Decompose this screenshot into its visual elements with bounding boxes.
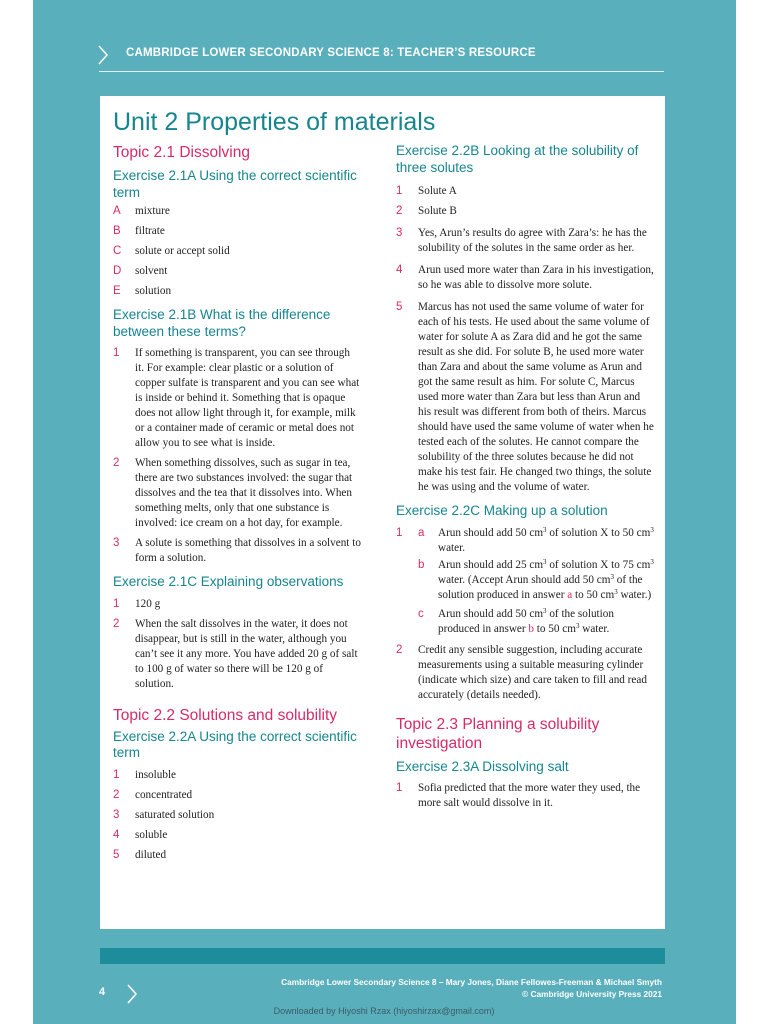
item-text: Yes, Arun’s results do agree with Zara’s: he has the solubility of the solutes in the same order as her.: [418, 227, 647, 254]
list-item: [113, 848, 361, 863]
item-marker: 4: [396, 264, 403, 276]
exercise-heading: Exercise 2.3A Dissolving salt: [396, 758, 569, 774]
item-marker: 5: [396, 301, 403, 313]
list-item: [396, 184, 654, 199]
item-marker: D: [113, 265, 122, 277]
exercise-heading: Exercise 2.2B Looking at the solubility of three solutes: [396, 143, 639, 175]
item-text: When something dissolves, such as sugar in tea, there are two substances involved: the sugar that dissolves and the tea that it dissolves into. When something melts, only that one substance is involved: ice cream on a hot day, for example.: [135, 457, 353, 529]
list-item: [396, 226, 654, 256]
item-marker: 2: [396, 205, 403, 217]
download-watermark: Downloaded by Hiyoshi Rzax (hiyoshirzax@gmail.com): [273, 1006, 495, 1016]
item-text: Solute B: [418, 205, 457, 217]
item-marker: 1: [396, 526, 403, 539]
exercise-heading: Exercise 2.2A Using the correct scientific term: [113, 728, 357, 760]
item-marker: 1: [113, 597, 120, 610]
footer-bar: [100, 948, 665, 964]
item-text: Arun should add 25 $cm^3$ of solution X to 75 $cm^3$ water. (Accept Arun should add 50 $cm^3$ of the solution produced in answer a to 50 $cm^3$ water.): [438, 557, 654, 601]
item-text: mixture: [135, 205, 170, 217]
list-item: [396, 263, 654, 293]
list-item: [396, 204, 654, 219]
item-marker: 3: [113, 808, 120, 821]
list-item: [113, 224, 361, 239]
item-marker: 1: [396, 782, 403, 794]
header-rule: [99, 71, 664, 72]
item-marker: 5: [113, 848, 120, 861]
subitem-marker: c: [418, 607, 424, 620]
item-text: Solute A: [418, 185, 457, 197]
item-marker: C: [113, 245, 122, 257]
footer-credit: [281, 976, 662, 1000]
item-text: Sofia predicted that the more water they used, the more salt would dissolve in it.: [418, 782, 641, 809]
item-marker: B: [113, 225, 121, 237]
page-number: 4: [99, 986, 106, 998]
chevron-right-icon: [126, 983, 138, 1005]
list-item: [113, 346, 361, 451]
item-marker: 3: [396, 227, 403, 239]
item-text: Credit any sensible suggestion, including accurate measurements using a suitable measuring cylinder (indicate which size) and care taken to fill and read accurately (details needed).: [418, 643, 647, 701]
item-marker: 2: [396, 643, 403, 656]
item-text: Arun should add 50 $cm^3$ of solution X to 50 $cm^3$ water.: [438, 525, 654, 554]
list-item: [396, 526, 654, 556]
item-marker: E: [113, 285, 121, 297]
list-item: [113, 788, 361, 803]
item-text: saturated solution: [135, 808, 215, 821]
list-item: [396, 643, 654, 703]
list-item: [113, 597, 361, 612]
list-item: [113, 244, 361, 259]
left-column: [113, 143, 361, 868]
item-marker: 1: [113, 768, 120, 781]
running-header: CAMBRIDGE LOWER SECONDARY SCIENCE 8: TEACHER’S RESOURCE: [126, 47, 536, 59]
topic-heading: Topic 2.3 Planning a solubility investigation: [396, 715, 600, 752]
item-marker: 2: [113, 617, 120, 630]
item-text: Marcus has not used the same volume of water for each of his tests. He used about the same volume of water for solute A as Zara did and he got the same result as she did. For solute B, he used more water than Zara and about the same volume as Arun and got the same result as him. For solute C, Marcus used more water than Zara but less than Arun and his result was different from both of theirs. Marcus should have used the same volume of water when he tested each of the solutes. He cannot compare the solubility of the three solutes because he did not make his test fair. He changed two things, the solute he was using and the volume of water.: [418, 301, 654, 493]
list-item: [113, 204, 361, 219]
exercise-heading: Exercise 2.1A Using the correct scientific term: [113, 168, 357, 200]
item-text: solution: [135, 285, 172, 297]
exercise-heading: Exercise 2.2C Making up a solution: [396, 503, 608, 518]
list-item: [113, 617, 361, 692]
list-item: [113, 536, 361, 566]
item-text: When the salt dissolves in the water, it does not disappear, but is still in the water, although you can’t see it any more. You have added 20 g of salt to 100 g of water so there will be 120 g of solution.: [135, 617, 358, 690]
topic-heading: Topic 2.1 Dissolving: [113, 144, 250, 161]
item-marker: 2: [113, 788, 120, 801]
chevron-right-icon: [97, 44, 109, 66]
list-subitem: [418, 607, 654, 637]
item-marker: 3: [113, 537, 120, 549]
item-text: 120 g: [135, 597, 161, 610]
right-column: [396, 143, 654, 816]
item-marker: 1: [396, 185, 403, 197]
list-item: [113, 808, 361, 823]
item-text: solute or accept solid: [135, 245, 230, 257]
list-item: [396, 781, 654, 811]
item-text: concentrated: [135, 788, 193, 801]
footer-copyright: © Cambridge University Press 2021: [522, 989, 662, 999]
item-text: Arun used more water than Zara in his investigation, so he was able to dissolve more solute.: [418, 264, 654, 291]
unit-title: Unit 2 Properties of materials: [113, 108, 436, 136]
item-text: insoluble: [135, 768, 177, 781]
list-item: [396, 300, 654, 495]
item-text: solvent: [135, 265, 168, 277]
list-item: [113, 768, 361, 783]
list-item: [113, 828, 361, 843]
exercise-heading: Exercise 2.1C Explaining observations: [113, 574, 344, 589]
item-marker: A: [113, 205, 121, 217]
item-text: soluble: [135, 828, 168, 841]
item-text: If something is transparent, you can see through it. For example: clear plastic or a solution of copper sulfate is transparent and you can see what is inside or behind it. Something that is opaque does not allow light through it, for example, milk or a container made of ceramic or metal does not allow you to see what is inside.: [135, 347, 360, 449]
footer-credit-authors: Cambridge Lower Secondary Science 8 – Mary Jones, Diane Fellowes-Freeman & Michael Smyth: [281, 977, 662, 987]
topic-heading: Topic 2.2 Solutions and solubility: [113, 706, 338, 724]
item-text: diluted: [135, 848, 167, 861]
item-marker: 4: [113, 828, 120, 841]
item-text: Arun should add 50 $cm^3$ of the solution produced in answer b to 50 $cm^3$ water.: [438, 606, 614, 635]
list-item: [113, 264, 361, 279]
list-item: [113, 284, 361, 299]
exercise-heading: Exercise 2.1B What is the difference between these terms?: [113, 307, 331, 339]
item-marker: 1: [113, 347, 120, 359]
item-marker: 2: [113, 457, 120, 469]
item-text: filtrate: [135, 225, 165, 237]
subitem-marker: a: [418, 526, 425, 539]
subitem-marker: b: [418, 558, 425, 571]
list-item: [113, 456, 361, 531]
item-text: A solute is something that dissolves in a solvent to form a solution.: [135, 537, 361, 564]
list-subitem: [418, 558, 654, 603]
